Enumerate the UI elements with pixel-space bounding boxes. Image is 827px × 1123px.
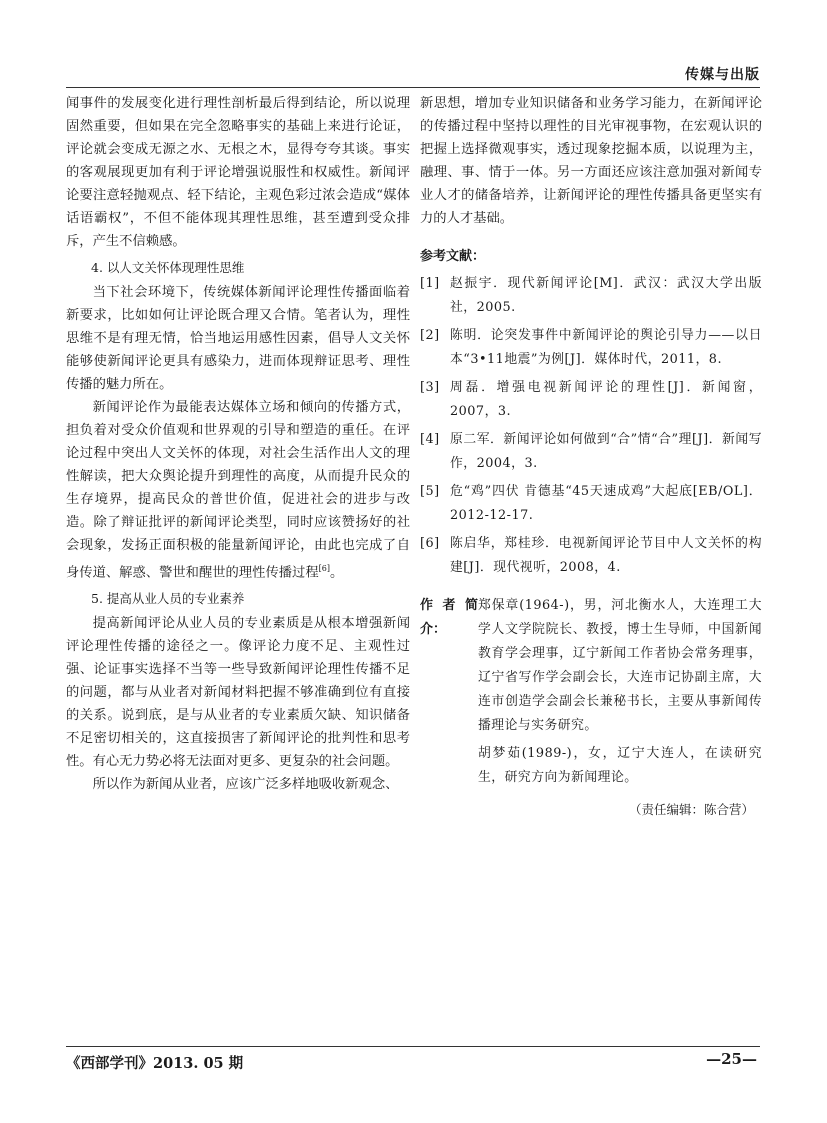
page-number: —25—: [706, 1050, 757, 1068]
paragraph: 闻事件的发展变化进行理性剖析最后得到结论，所以说理固然重要，但如果在完全忽略事实的基础上来进行论证，评论就会变成无源之水、无根之木，显得夸夸其谈。事实的客观展现更加有利于评论增强说服性和权威性。新闻评论要注意轻抛观点、轻下结论，主观色彩过浓会造成“媒体话语霸权”，不但不能体现其理性思维，甚至遭到受众排斥，产生不信赖感。: [66, 96, 410, 249]
reference-number: [1]: [420, 276, 440, 291]
reference-item: [420, 532, 762, 580]
reference-item: [420, 480, 762, 528]
section-title: 传媒与出版: [685, 67, 760, 83]
reference-text: 原二军．新闻评论如何做到“合”情“合”理[J]．新闻写作，2004，3.: [450, 432, 762, 471]
reference-text: 陈明．论突发事件中新闻评论的舆论引导力——以日本“3•11地震”为例[J]．媒体时代，2011，8.: [450, 328, 762, 367]
responsible-editor: （责任编辑：陈合营）: [628, 802, 754, 817]
footer-rule: [66, 1046, 760, 1047]
reference-number: [5]: [420, 484, 440, 499]
paragraph: 所以作为新闻从业者，应该广泛多样地吸收新观念、: [92, 777, 399, 793]
reference-item: [420, 376, 762, 424]
paragraph: [66, 396, 410, 584]
reference-number: [3]: [420, 380, 440, 395]
header-rule: [66, 87, 760, 88]
author-bio-body: [478, 594, 762, 794]
reference-text: 危“鸡”四伏 肯德基“45天速成鸡”大起底[EB/OL]．2012-12-17.: [450, 484, 762, 523]
paragraph: 提高新闻评论从业人员的专业素质是从根本增强新闻评论理性传播的途径之一。像评论力度不足、主观性过强、论证事实选择不当等一些导致新闻评论理性传播不足的问题，都与从业者对新闻材料把握不够准确到位有直接的关系。说到底，是与从业者的专业素质欠缺、知识储备不足密切相关的，这直接损害了新闻评论的批判性和思考性。有心无力势必将无法面对更多、更复杂的社会问题。: [66, 616, 410, 770]
reference-number: [4]: [420, 432, 440, 447]
paragraph-end: 。: [329, 565, 344, 581]
author-bio-label: 作者简介：: [420, 598, 478, 637]
right-column: [420, 92, 762, 821]
author-entry: 胡梦茹(1989-)，女，辽宁大连人，在读研究生，研究方向为新闻理论。: [478, 746, 762, 785]
paragraph: 当下社会环境下，传统媒体新闻评论理性传播面临着新要求，比如如何让评论既合理又合情。笔者认为，理性思维不是有理无情，恰当地运用感性因素，倡导人文关怀能够使新闻评论更具有感染力，进而体现辩证思考、理性传播的魅力所在。: [66, 285, 410, 392]
author-bio: [420, 594, 762, 794]
reference-number: [6]: [420, 536, 440, 551]
running-header: [66, 64, 760, 86]
paragraph-text: 新闻评论作为最能表达媒体立场和倾向的传播方式，担负着对受众价值观和世界观的引导和塑造的重任。在评论过程中突出人文关怀的体现，对社会生活作出人文的理性解读，把大众舆论提升到理性的高度，从而提升民众的生存境界，提高民众的普世价值，促进社会的进步与改造。除了辩证批评的新闻评论类型，同时应该赞扬好的社会现象，发扬正面积极的能量新闻评论，由此也完成了自身传道、解惑、警世和醒世的理性传播过程: [66, 400, 410, 581]
journal-issue: 《西部学刊》2013. 05 期: [66, 1055, 244, 1072]
subheading-4: 4. 以人文关怀体现理性思维: [91, 260, 245, 275]
citation-marker: [6]: [318, 564, 330, 573]
reference-item: [420, 324, 762, 372]
left-column: [66, 92, 410, 796]
reference-item: [420, 428, 762, 476]
subheading-5: 5. 提高从业人员的专业素养: [91, 591, 245, 607]
paragraph: 新思想，增加专业知识储备和业务学习能力，在新闻评论的传播过程中坚持以理性的目光审视事物，在宏观认识的把握上选择微观事实，透过现象挖掘本质，以说理为主，融理、事、情于一体。另一方面还应该注意加强对新闻专业人才的储备培养，让新闻评论的理性传播具备更坚实有力的人才基础。: [420, 96, 762, 226]
reference-number: [2]: [420, 328, 440, 343]
reference-text: 赵振宇．现代新闻评论[M]．武汉：武汉大学出版社，2005.: [450, 276, 762, 315]
references-title: 参考文献：: [420, 249, 486, 264]
references-list: [420, 272, 762, 580]
reference-item: [420, 272, 762, 320]
reference-text: 陈启华，郑桂珍．电视新闻评论节目中人文关怀的构建[J]．现代视听，2008，4.: [450, 536, 762, 575]
author-entry: 郑保章(1964-)，男，河北衡水人，大连理工大学人文学院院长、教授，博士生导师，中国新闻教育学会理事，辽宁新闻工作者协会常务理事，辽宁省写作学会副会长，大连市记协副主席，大连市创造学会副会长兼秘书长，主要从事新闻传播理论与实务研究。: [478, 598, 762, 733]
reference-text: 周磊．增强电视新闻评论的理性[J]．新闻窗，2007，3.: [450, 380, 762, 419]
